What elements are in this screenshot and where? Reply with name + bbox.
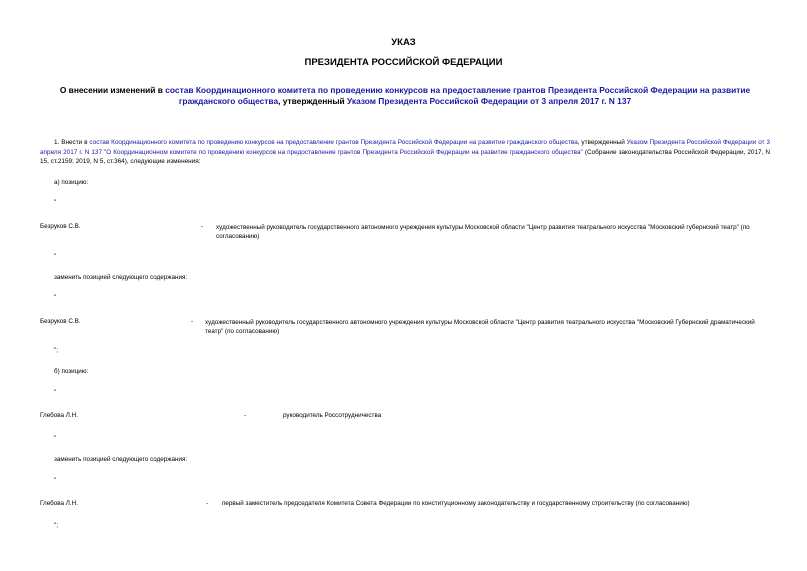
heading-middle: , утвержденный: [278, 96, 347, 106]
paragraph-1-committee-link[interactable]: состав Координационного комитета по проведению конкурсов на предоставление грантов Президента Российской Федерации на развитие гражданского общества: [89, 139, 578, 146]
entry-3-name: Глебова Л.Н.: [40, 412, 78, 419]
quote-close-mark: ": [54, 435, 57, 442]
document-issuer-title: ПРЕЗИДЕНТА РОССИЙСКОЙ ФЕДЕРАЦИИ: [304, 57, 503, 68]
entry-1-name: Безруков С.В.: [40, 223, 81, 230]
heading-committee-link[interactable]: состав Координационного комитета по проведению конкурсов на предоставление грантов Президента Российской Федерации на развитие гражданского общества: [165, 85, 751, 106]
entry-1-description: художественный руководитель государственного автономного учреждения культуры Московской области "Центр развития театрального искусства "Московский губернский театр" (по согласованию): [216, 224, 750, 240]
entry-2-name: Безруков С.В.: [40, 318, 81, 325]
paragraph-1-suffix: (Собрание законодательства Российской Федерации, 2017, N 15, ст.2159; 2019, N 5, ст.364), следующие изменения:: [40, 148, 771, 165]
quote-open-mark: ": [54, 199, 57, 206]
entry-4-description: первый заместитель председателя Комитета Совета Федерации по конституционному законодательству и государственному строительству (по согласованию): [222, 500, 690, 507]
entry-3-dash: -: [244, 412, 247, 419]
paragraph-1-prefix: 1. Внести в: [54, 139, 90, 146]
item-a-label: а) позицию:: [54, 179, 89, 186]
entry-1-dash: -: [201, 223, 204, 230]
quote-open-mark: ": [54, 477, 57, 484]
document-type-title: УКАЗ: [391, 37, 416, 48]
entry-2-dash: -: [191, 318, 194, 325]
heading-prefix: О внесении изменений в: [59, 85, 166, 95]
paragraph-1-middle: , утвержденный: [577, 139, 627, 146]
entry-4-dash: -: [206, 500, 209, 507]
quote-open-mark: ": [54, 294, 57, 301]
quote-close-mark: ": [54, 253, 57, 260]
entry-4-name: Глебова Л.Н.: [40, 500, 78, 507]
entry-2-description: художественный руководитель государственного автономного учреждения культуры Московской области "Центр развития театрального искусства "Московский Губернский драматический театр" (по согласованию): [205, 319, 755, 335]
quote-open-mark: ": [54, 389, 57, 396]
paragraph-1-decree-link[interactable]: Указом Президента Российской Федерации от 3 апреля 2017 г. N 137 "О Координационном комитете по проведению конкурсов на предоставление грантов Президента Российской Федерации на развитие гражданского общества": [40, 139, 770, 156]
replace-label-1: заменить позицией следующего содержания:: [54, 274, 188, 281]
item-b-label: б) позицию:: [54, 368, 89, 375]
heading-decree-link[interactable]: Указом Президента Российской Федерации от 3 апреля 2017 г. N 137: [346, 96, 632, 106]
document-heading: [50, 85, 760, 107]
paragraph-1: [40, 138, 770, 167]
entry-3-description: руководитель Россотрудничества: [283, 412, 382, 419]
quote-close-semicolon-mark: ";: [54, 522, 58, 529]
quote-close-semicolon-mark: ";: [54, 347, 58, 354]
replace-label-2: заменить позицией следующего содержания:: [54, 456, 188, 463]
